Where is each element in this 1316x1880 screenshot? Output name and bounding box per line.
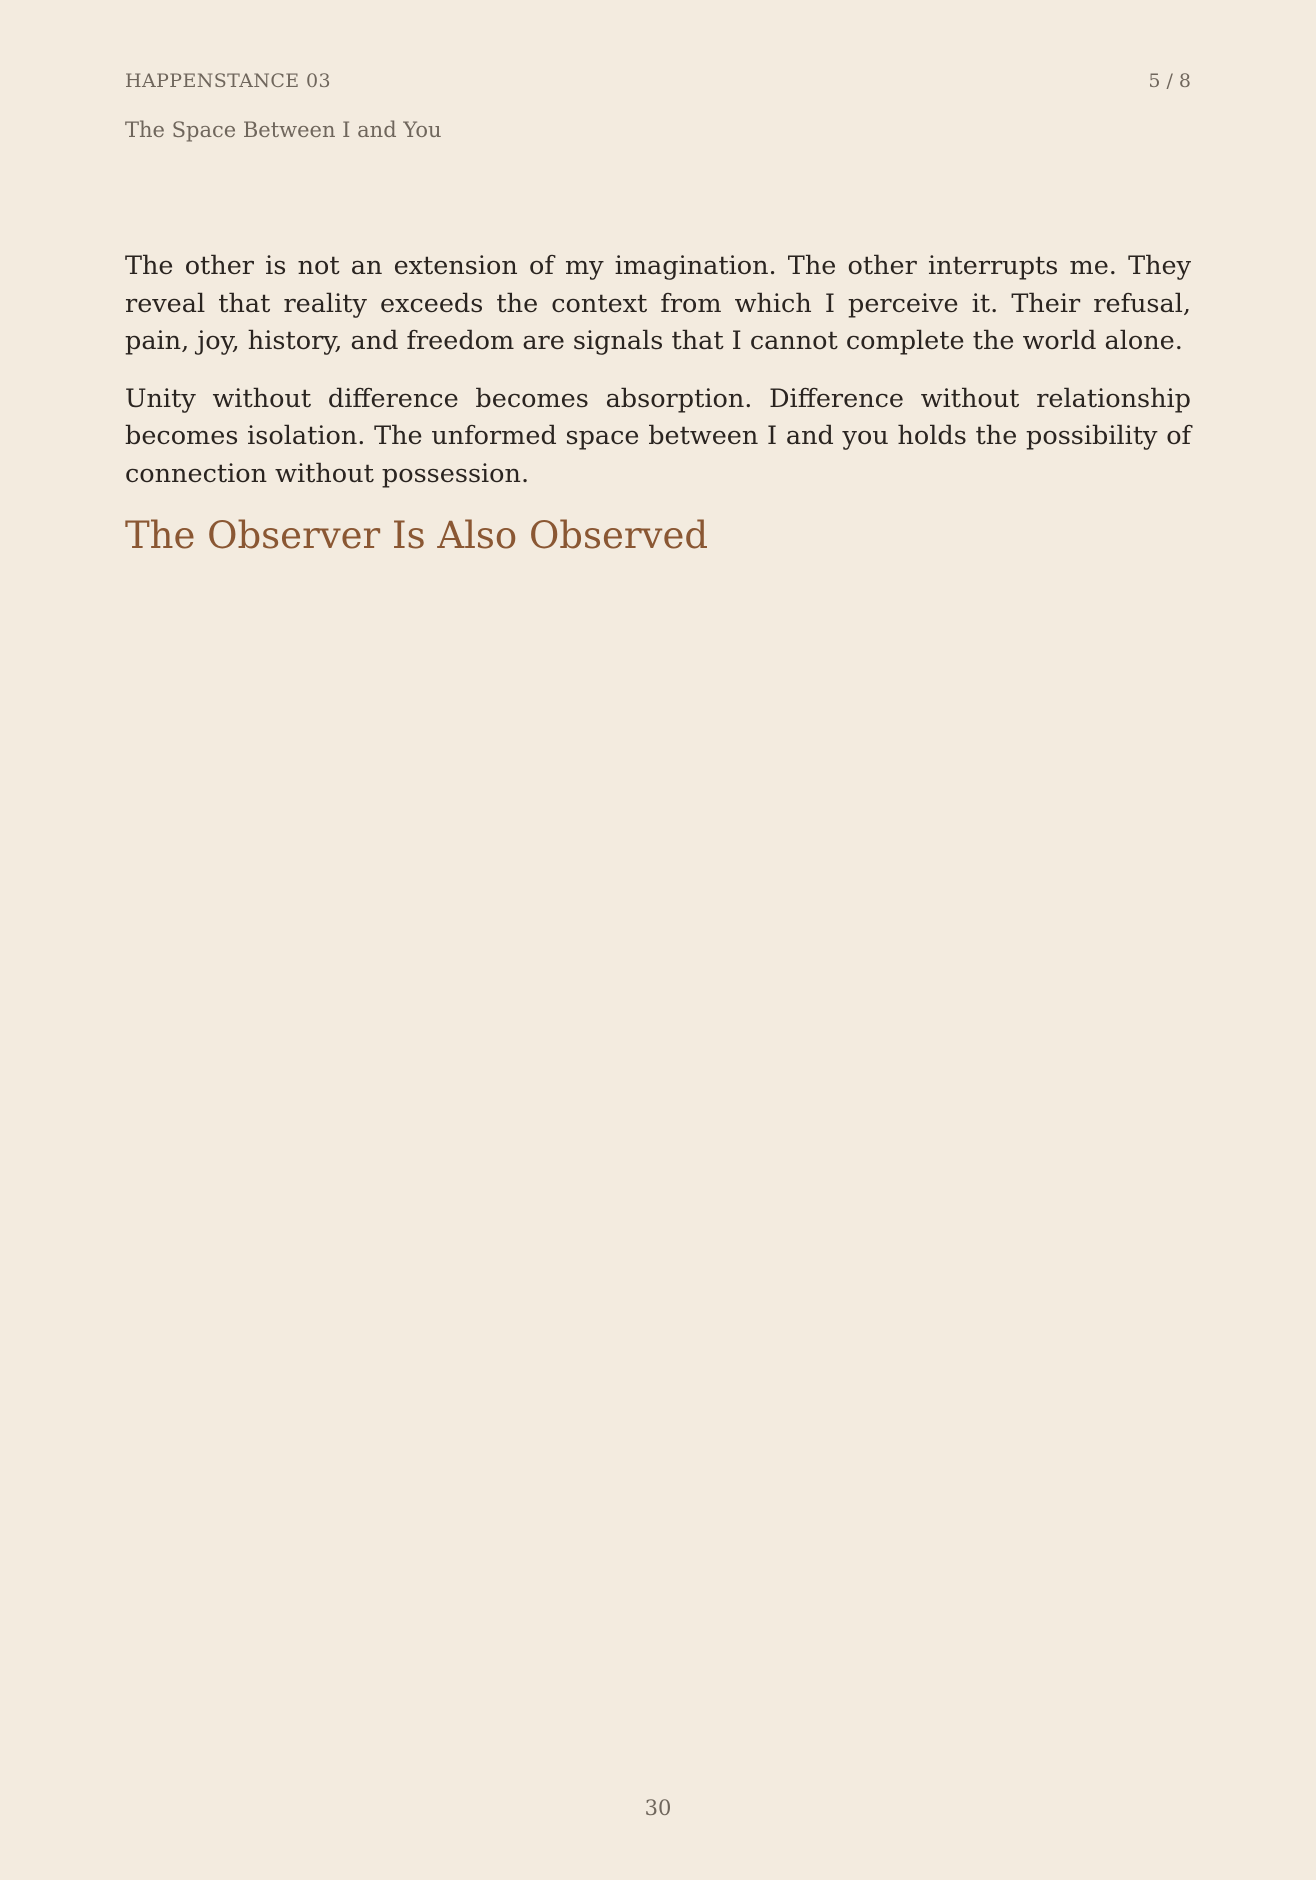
paragraph: Unity without difference becomes absorption. Difference without relationship becomes isolation. The unformed space between I and you holds the possibility of connection without possession. (125, 383, 1191, 489)
paragraph: The other is not an extension of my imagination. The other interrupts me. They reveal that reality exceeds the context from which I perceive it. Their refusal, pain, joy, history, and freedom are signals that I cannot complete the world alone. (125, 251, 1191, 356)
running-header (125, 69, 1191, 93)
page-number: 30 (644, 1796, 672, 1820)
section-heading: The Observer Is Also Observed (125, 514, 709, 557)
series-title: HAPPENSTANCE 03 (125, 70, 331, 92)
body-text (125, 248, 1191, 559)
document-page (125, 0, 1191, 1880)
chapter-subtitle: The Space Between I and You (125, 118, 442, 142)
page-counter: 5 / 8 (1148, 70, 1191, 92)
